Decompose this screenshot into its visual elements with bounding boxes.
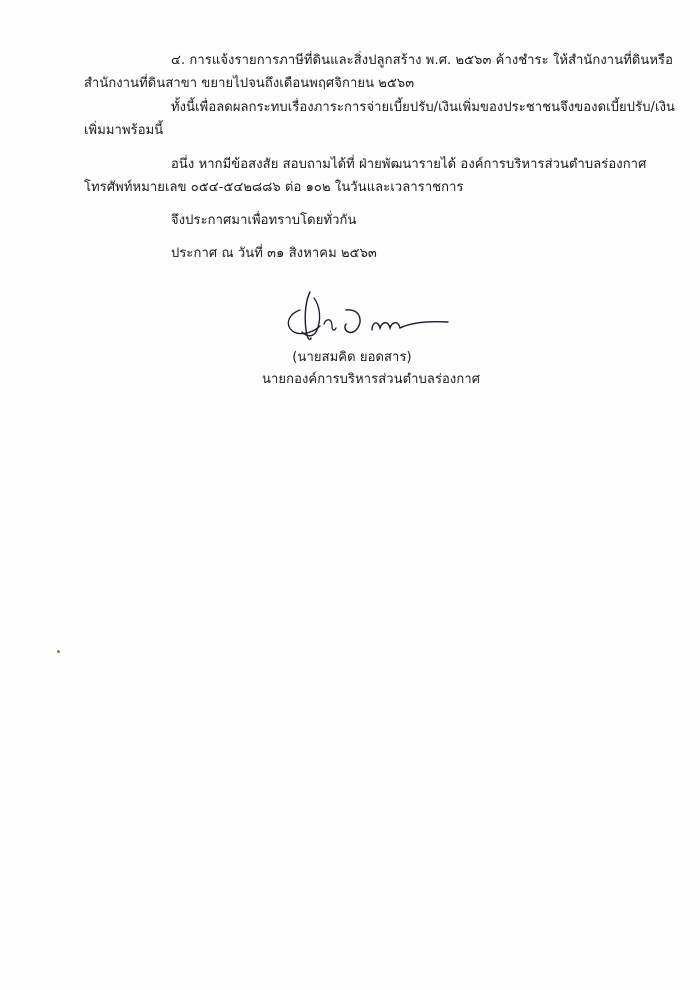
purpose-line-2: เพิ่มมาพร้อมนี้	[84, 123, 164, 138]
signatory-name: (นายสมคิด ยอดสาร)	[292, 350, 412, 365]
signatory-position: นายกองค์การบริหารส่วนตำบลร่องกาศ	[262, 372, 481, 387]
item-4-line-2: สำนักงานที่ดินสาขา ขยายไปจนถึงเดือนพฤศจิกายน ๒๕๖๓	[84, 76, 415, 91]
item-4-line-1: ๔. การแจ้งรายการภาษีที่ดินและสิ่งปลูกสร้าง พ.ศ. ๒๕๖๓ ค้างชำระ ให้สำนักงานที่ดินหรือ	[171, 53, 674, 68]
purpose-line-1: ทั้งนี้เพื่อลดผลกระทบเรื่องภาระการจ่ายเบี้ยปรับ/เงินเพิ่มของประชาชนจึงของดเบี้ยปรับ/เงิน	[171, 100, 676, 115]
handwritten-signature	[280, 288, 455, 348]
closing-statement: จึงประกาศมาเพื่อทราบโดยทั่วกัน	[171, 213, 357, 228]
paper-speck	[57, 650, 60, 653]
announcement-date: ประกาศ ณ วันที่ ๓๑ สิงหาคม ๒๕๖๓	[171, 246, 377, 261]
contact-line-2: โทรศัพท์หมายเลข ๐๕๔-๕๔๒๘๘๖ ต่อ ๑๐๒ ในวันและเวลาราชการ	[84, 180, 464, 195]
contact-line-1: อนึ่ง หากมีข้อสงสัย สอบถามได้ที่ ฝ่ายพัฒนารายได้ องค์การบริหารส่วนตำบลร่องกาศ	[171, 157, 647, 172]
